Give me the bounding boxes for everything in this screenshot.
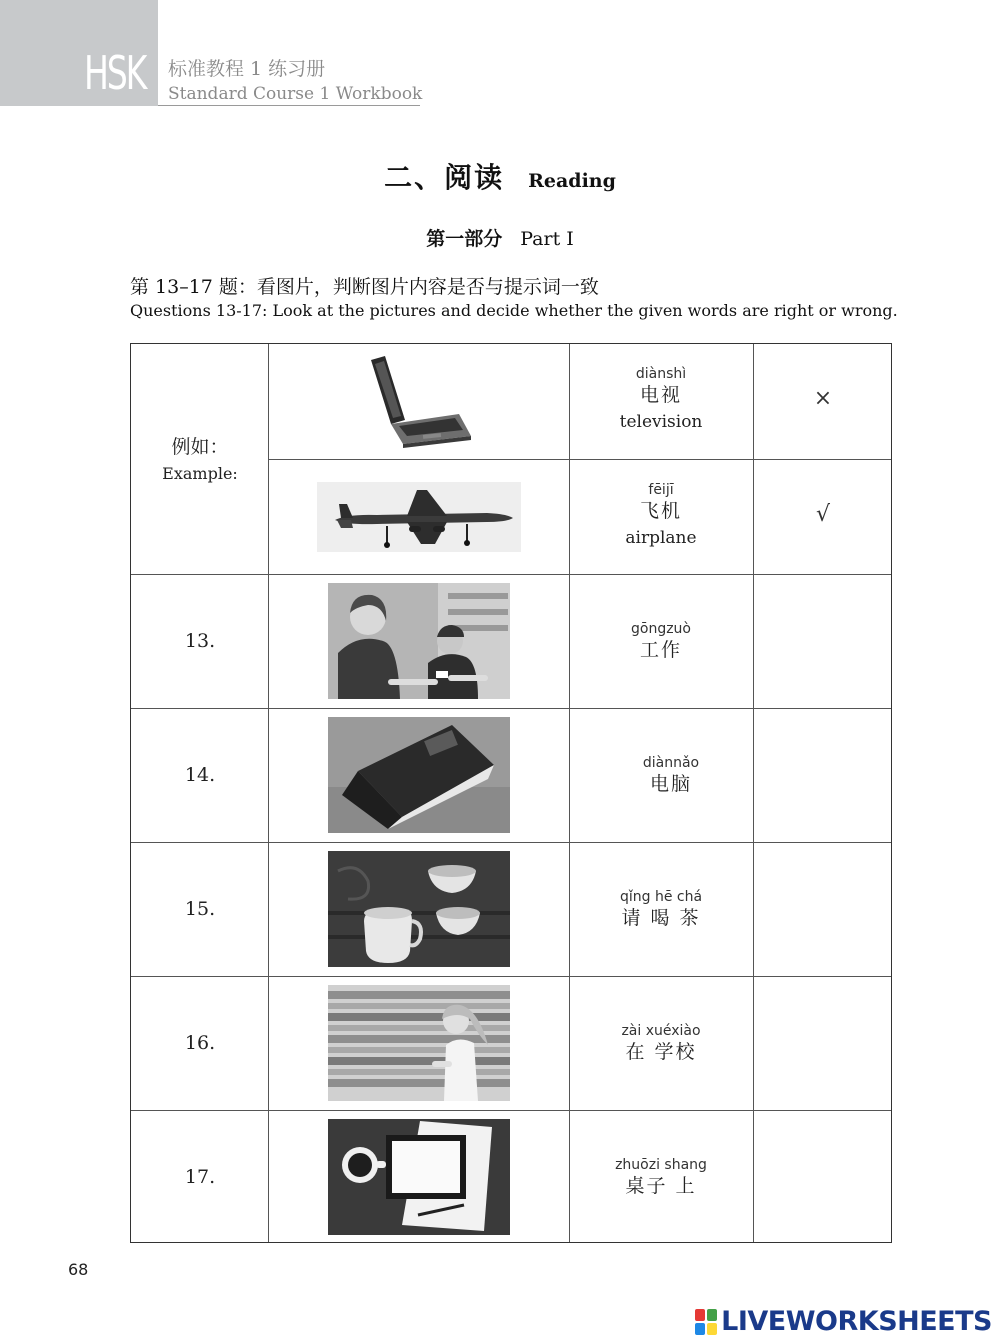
question-word-16 [569, 1023, 753, 1065]
example-word-1 [569, 366, 753, 432]
table-divider [268, 459, 891, 460]
question-number-17: 17. [184, 1166, 216, 1188]
header-title-en: Standard Course 1 Workbook [168, 84, 423, 104]
instructions-cn: 第 13–17 题：看图片，判断图片内容是否与提示词一致 [130, 276, 599, 298]
header-underline [158, 105, 420, 106]
english-word: airplane [625, 528, 697, 548]
section-title-cn: 二、阅读 [384, 161, 505, 194]
laptop-picture [363, 354, 473, 449]
instructions-en: Questions 13-17: Look at the pictures and decide whether the given words are right or wrong. [130, 301, 898, 320]
table-divider [131, 574, 891, 575]
airplane-picture [317, 482, 521, 552]
table-divider [131, 976, 891, 977]
question-table [130, 343, 892, 1243]
english-word: television [619, 412, 703, 432]
brand-text: LIVEWORKSHEETS [721, 1306, 992, 1337]
pinyin: qǐng hē chá [619, 889, 703, 905]
hanzi: 电脑 [649, 773, 692, 795]
pinyin: diànnǎo [642, 755, 700, 771]
part-title [0, 224, 1000, 251]
example-label-en: Example: [162, 464, 238, 483]
liveworksheets-logo-icon [695, 1309, 717, 1335]
pinyin: fēijī [648, 482, 674, 498]
table-divider [569, 344, 570, 1242]
hanzi: 工作 [639, 639, 682, 661]
table-divider [131, 842, 891, 843]
question-number-13: 13. [184, 630, 216, 652]
desk-picture [328, 1119, 510, 1235]
hanzi: 桌子 上 [625, 1175, 697, 1197]
question-word-14 [579, 755, 763, 797]
section-title [0, 156, 1000, 196]
cashier-picture [328, 583, 510, 699]
question-word-15 [569, 889, 753, 931]
page-number: 68 [68, 1260, 89, 1279]
header-title-cn: 标准教程 1 练习册 [168, 58, 326, 80]
tea-set-picture [328, 851, 510, 967]
section-title-en: Reading [528, 170, 616, 192]
pinyin: zhuōzi shang [615, 1157, 707, 1173]
part-title-cn: 第一部分 [426, 228, 503, 250]
question-word-17 [569, 1157, 753, 1199]
check-mark: √ [815, 502, 831, 527]
header-series: HSK [84, 46, 146, 100]
liveworksheets-brand [695, 1306, 992, 1337]
pinyin: gōngzuò [631, 621, 691, 637]
question-number-15: 15. [184, 898, 216, 920]
supermarket-picture [328, 985, 510, 1101]
pinyin: diànshì [635, 366, 687, 382]
answer-cell-17[interactable] [754, 1168, 892, 1198]
answer-cell-15[interactable] [754, 900, 892, 930]
question-number-16: 16. [184, 1032, 216, 1054]
example-label-cn: 例如： [171, 436, 229, 458]
pinyin: zài xuéxiào [621, 1023, 701, 1039]
answer-cell-14[interactable] [754, 766, 892, 796]
answer-cell-16[interactable] [754, 1034, 892, 1064]
question-number-14: 14. [184, 764, 216, 786]
part-title-en: Part Ⅰ [520, 228, 574, 250]
hanzi: 飞机 [639, 500, 682, 522]
example-word-2 [569, 482, 753, 548]
hanzi: 在 学校 [625, 1041, 697, 1063]
book-picture [328, 717, 510, 833]
hanzi: 电视 [639, 384, 682, 406]
table-divider [131, 708, 891, 709]
cross-mark: × [813, 386, 833, 411]
question-word-13 [569, 621, 753, 663]
answer-cell-13[interactable] [754, 632, 892, 662]
table-divider [131, 1110, 891, 1111]
hanzi: 请 喝 茶 [621, 907, 701, 929]
